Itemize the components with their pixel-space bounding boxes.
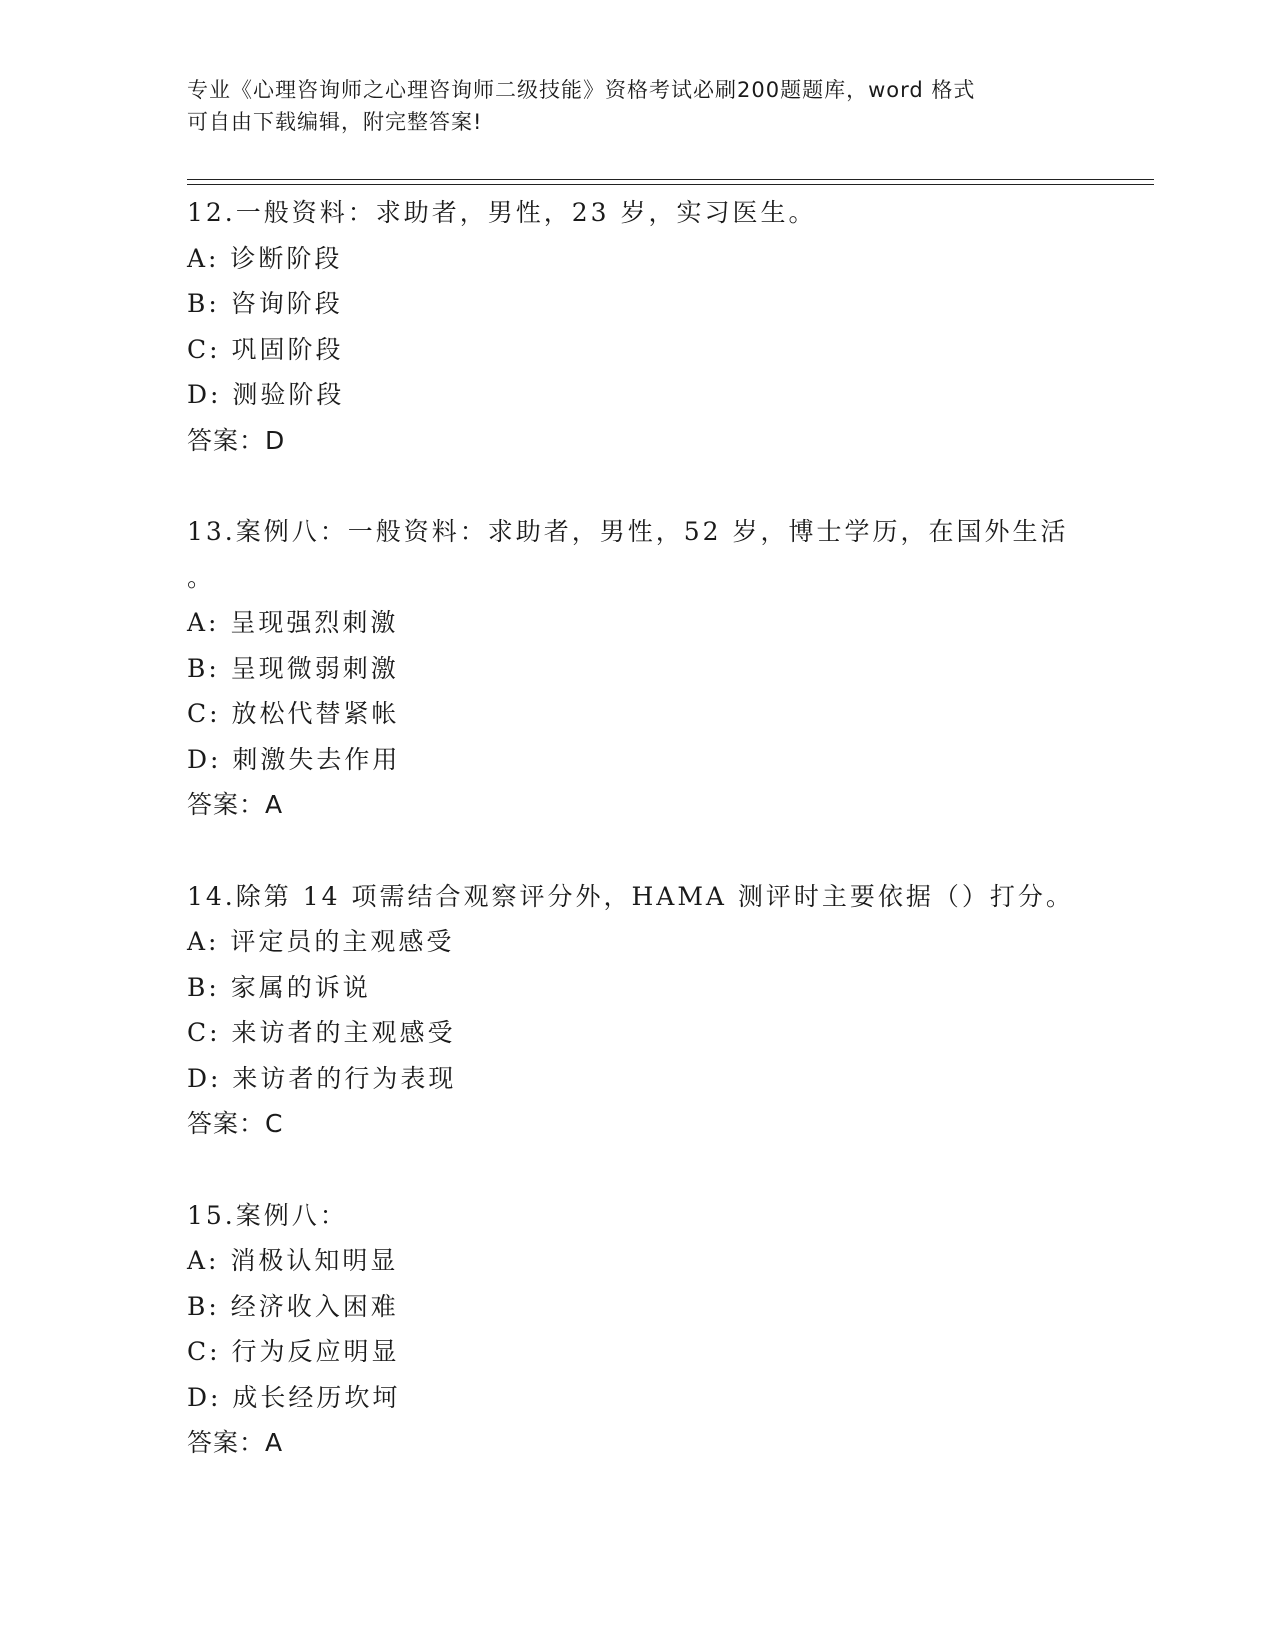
question-stem: 15.案例八： <box>187 1200 348 1230</box>
question-12 <box>187 190 1087 463</box>
option-d: D: 刺激失去作用 <box>187 744 401 774</box>
answer-text: 答案：C <box>187 1109 284 1138</box>
header-line-2: 可自由下载编辑，附完整答案! <box>187 110 483 134</box>
question-14 <box>187 874 1087 1147</box>
question-stem-continued: 。 <box>187 562 216 592</box>
option-a: A: 消极认知明显 <box>187 1246 399 1275</box>
option-c: C: 放松代替紧帐 <box>187 699 400 728</box>
question-15 <box>187 1193 1087 1466</box>
option-d: D: 成长经历坎坷 <box>187 1382 401 1412</box>
option-c: C: 巩固阶段 <box>187 334 344 364</box>
answer-text: 答案：A <box>187 790 284 819</box>
option-b: B: 呈现微弱刺激 <box>187 653 399 683</box>
option-a: A: 诊断阶段 <box>187 243 343 273</box>
question-list <box>187 190 1087 1512</box>
option-a: A: 呈现强烈刺激 <box>187 608 399 637</box>
option-b: B: 家属的诉说 <box>187 972 371 1002</box>
header-line-1: 专业《心理咨询师之心理咨询师二级技能》资格考试必刷200题题库，word 格式 <box>187 78 976 102</box>
question-stem: 13.案例八：一般资料：求助者，男性，52 岁，博士学历，在国外生活 <box>187 517 1069 546</box>
option-c: C: 行为反应明显 <box>187 1337 400 1366</box>
header-divider-bottom <box>187 184 1154 185</box>
question-stem: 12.一般资料：求助者，男性，23 岁，实习医生。 <box>187 198 817 227</box>
option-c: C: 来访者的主观感受 <box>187 1018 456 1047</box>
question-stem: 14.除第 14 项需结合观察评分外，HAMA 测评时主要依据（）打分。 <box>187 881 1074 911</box>
option-d: D: 来访者的行为表现 <box>187 1063 457 1093</box>
question-13 <box>187 509 1087 828</box>
answer-text: 答案：D <box>187 425 286 455</box>
answer-text: 答案：A <box>187 1428 284 1457</box>
option-b: B: 经济收入困难 <box>187 1291 399 1321</box>
header-divider-top <box>187 179 1154 180</box>
option-b: B: 咨询阶段 <box>187 289 343 318</box>
document-header <box>187 74 1087 138</box>
option-d: D: 测验阶段 <box>187 380 345 409</box>
option-a: A: 评定员的主观感受 <box>187 927 455 956</box>
